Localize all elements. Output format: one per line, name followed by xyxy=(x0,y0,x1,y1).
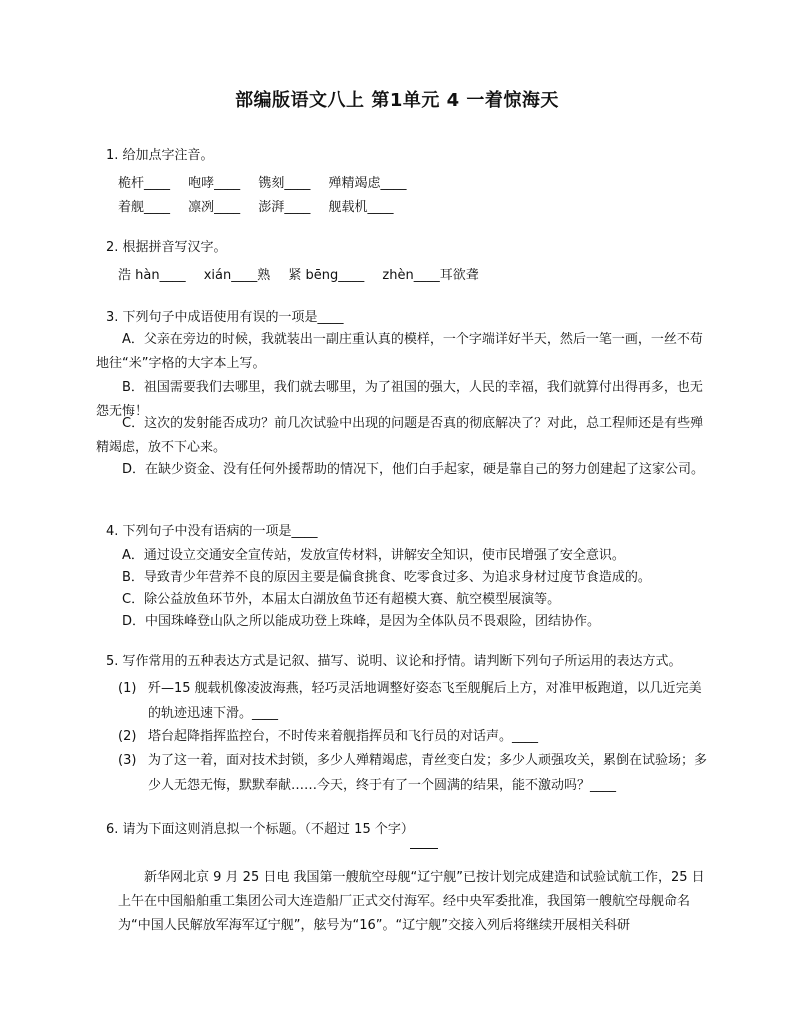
q1-blank: 凛冽____ xyxy=(188,200,241,215)
question-6-stem: 6. 请为下面这则消息拟一个标题。（不超过 15 个字） xyxy=(106,822,414,837)
q1-blank: 舰载机____ xyxy=(328,200,394,215)
question-3-option-b: B．祖国需要我们去哪里，我们就去哪里，为了祖国的强大，人民的幸福，我们就算付出得再多，也无怨无悔！ xyxy=(96,380,703,419)
question-5-item-1 xyxy=(118,676,708,726)
answer-blank-line xyxy=(410,848,438,849)
question-1-row-1 xyxy=(118,172,420,191)
question-4-option-d: D．中国珠峰登山队之所以能成功登上珠峰，是因为全体队员不畏艰险，团结协作。 xyxy=(122,614,601,629)
q1-blank: 咆哮____ xyxy=(188,176,241,191)
question-2-stem: 2. 根据拼音写汉字。 xyxy=(106,240,227,255)
q2-blank: zhèn____耳欲聋 xyxy=(382,268,479,283)
question-1-row-2 xyxy=(118,196,407,215)
question-1-stem: 1. 给加点字注音。 xyxy=(106,148,214,163)
q1-blank: 殚精竭虑____ xyxy=(328,176,407,191)
q2-blank: 浩 hàn____ xyxy=(118,268,186,283)
question-4-option-a: A．通过设立交通安全宣传站，发放宣传材料，讲解安全知识，使市民增强了安全意识。 xyxy=(122,548,625,563)
q1-blank: 镌刻____ xyxy=(258,176,311,191)
q1-blank: 桅杆____ xyxy=(118,176,171,191)
question-5-item-3 xyxy=(118,748,708,798)
page-title: 部编版语文八上 第1单元 4 一着惊海天 xyxy=(235,90,559,111)
item-text: 为了这一着，面对技术封锁，多少人殚精竭虑，青丝变白发；多少人顽强攻关，累倒在试验场；多少人无怨无悔，默默奉献……今天，终于有了一个圆满的结果，能不激动吗？____ xyxy=(148,753,708,793)
question-5-item-2 xyxy=(118,724,708,749)
question-4-stem: 4. 下列句子中没有语病的一项是____ xyxy=(106,524,318,539)
item-number: (1) xyxy=(118,681,137,696)
question-4-option-b: B．导致青少年营养不良的原因主要是偏食挑食、吃零食过多、为追求身材过度节食造成的。 xyxy=(122,570,651,585)
item-number: (3) xyxy=(118,753,137,768)
item-text: 塔台起降指挥监控台，不时传来着舰指挥员和飞行员的对话声。____ xyxy=(148,729,539,744)
q2-blank: 紧 bēng____ xyxy=(288,268,365,283)
item-text: 歼—15 舰载机像凌波海燕，轻巧灵活地调整好姿态飞至舰艉后上方，对准甲板跑道，以几近完美的轨迹迅速下滑。____ xyxy=(148,681,702,721)
question-3-option-d: D．在缺少资金、没有任何外援帮助的情况下，他们白手起家，硬是靠自己的努力创建起了这家公司。 xyxy=(122,462,705,477)
question-4-option-c: C．除公益放鱼环节外，本届太白湖放鱼节还有超模大赛、航空模型展演等。 xyxy=(122,592,561,607)
q1-blank: 着舰____ xyxy=(118,200,171,215)
question-3-option-c: C．这次的发射能否成功？前几次试验中出现的问题是否真的彻底解决了？对此，总工程师还是有些殚精竭虑，放不下心来。 xyxy=(96,416,704,455)
question-5-stem: 5. 写作常用的五种表达方式是记叙、描写、说明、议论和抒情。请判断下列句子所运用的表达方式。 xyxy=(106,654,682,669)
item-number: (2) xyxy=(118,729,137,744)
question-3-stem: 3. 下列句子中成语使用有误的一项是____ xyxy=(106,310,344,325)
question-2-row xyxy=(118,264,493,283)
question-3-option-a: A．父亲在旁边的时候，我就装出一副庄重认真的模样，一个字端详好半天，然后一笔一画，一丝不苟地往“米”字格的大字本上写。 xyxy=(96,332,703,371)
q1-blank: 澎湃____ xyxy=(258,200,311,215)
q2-blank: xián____熟 xyxy=(203,268,271,283)
news-passage: 新华网北京 9 月 25 日电 我国第一艘航空母舰“辽宁舰”已按计划完成建造和试验试航工作，25 日上午在中国船舶重工集团公司大连造船厂正式交付海军。经中央军委批准，我国第一艘航空母舰命名为“中国人民解放军海军辽宁舰”，舷号为“16”。“辽宁舰”交接入列后将继续开展相关科研 xyxy=(118,870,705,933)
